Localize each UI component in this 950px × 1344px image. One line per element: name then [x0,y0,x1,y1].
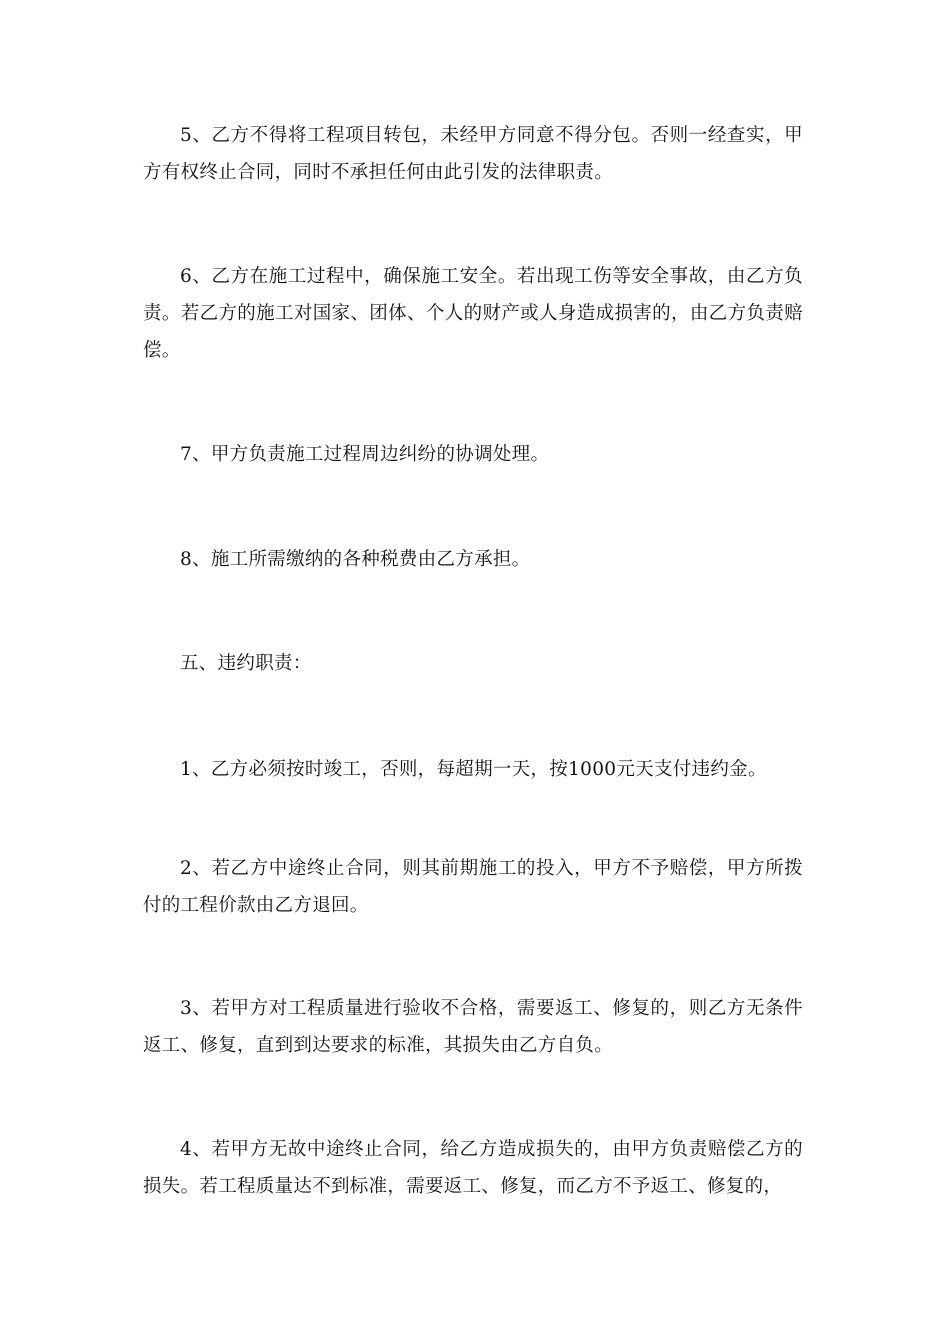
breach-clause-4-owner-termination: 4、若甲方无故中途终止合同，给乙方造成损失的，由甲方负责赔偿乙方的损失。若工程质量达不到标准，需要返工、修复，而乙方不予返工、修复的， [143,1139,803,1197]
clause-8-taxes: 8、施工所需缴纳的各种税费由乙方承担。 [180,549,531,570]
clause-5-no-subcontract: 5、乙方不得将工程项目转包，未经甲方同意不得分包。否则一经查实，甲方有权终止合同，同时不承担任何由此引发的法律职责。 [143,125,803,183]
clause-6-construction-safety: 6、乙方在施工过程中，确保施工安全。若出现工伤等安全事故，由乙方负责。若乙方的施工对国家、团体、个人的财产或人身造成损害的，由乙方负责赔偿。 [143,266,803,361]
breach-clause-2-contractor-termination: 2、若乙方中途终止合同，则其前期施工的投入，甲方不予赔偿，甲方所拨付的工程价款由乙方退回。 [143,858,803,916]
clause-7-dispute-coordination: 7、甲方负责施工过程周边纠纷的协调处理。 [180,444,550,465]
section-heading-breach-liability: 五、违约职责： [180,653,312,674]
breach-clause-1-late-completion: 1、乙方必须按时竣工，否则，每超期一天，按1000元天支付违约金。 [180,759,767,780]
breach-clause-3-quality-rework: 3、若甲方对工程质量进行验收不合格，需要返工、修复的，则乙方无条件返工、修复，直到到达要求的标准，其损失由乙方自负。 [143,998,803,1056]
